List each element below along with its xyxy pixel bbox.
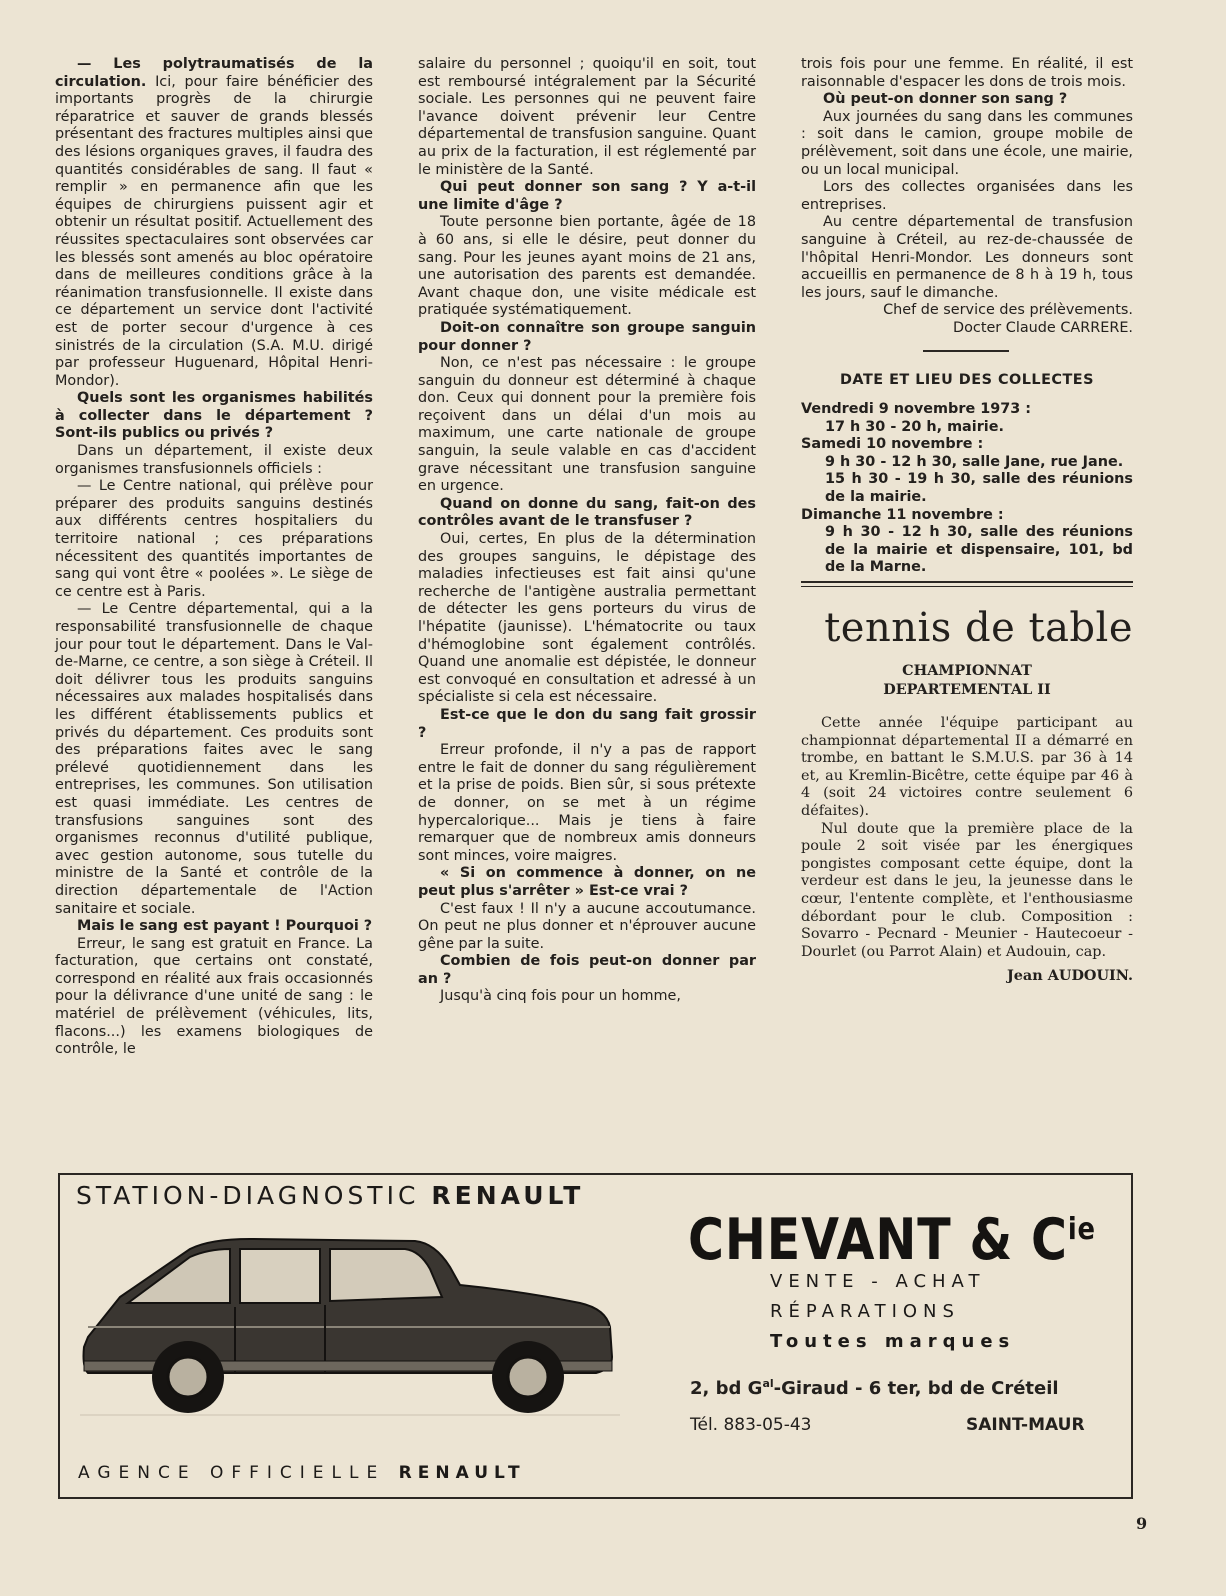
author-role: Chef de service des prélèvements.: [883, 302, 1133, 319]
page-number: 9: [1136, 1514, 1148, 1533]
collecte-time: 17 h 30 - 20 h, mairie.: [825, 418, 1004, 435]
question-heading: « Si on commence à donner, on ne peut plus s'arrêter » Est-ce vrai ?: [418, 865, 756, 899]
column-2: [418, 56, 756, 1006]
question-heading: Est-ce que le don du sang fait grossir ?: [418, 706, 756, 741]
question-heading: Doit-on connaître son groupe sanguin pour donner ?: [418, 319, 756, 354]
paragraph: Jusqu'à cinq fois pour un homme,: [440, 988, 681, 1005]
ad-address: 2, bd $G^{al}$-Giraud - 6 ter, bd de Créteil: [690, 1377, 1059, 1399]
collecte-time: 9 h 30 - 12 h 30, salle Jane, rue Jane.: [825, 453, 1124, 470]
tennis-subtitle: CHAMPIONNAT DEPARTEMENTAL II: [883, 662, 1051, 699]
paragraph: Toute personne bien portante, âgée de 18 à 60 ans, si elle le désire, peut donner du sang. Pour les jeunes ayant moins de 21 ans, une autorisation des parents est demandée. Avant chaque don, une visite médicale est pratiquée systématiquement.: [418, 214, 756, 319]
paragraph: — Le Centre départemental, qui a la responsabilité transfusionnelle de chaque jour pour tout le département. Dans le Val-de-Marne, ce centre, a son siège à Créteil. Il doit délivrer tous les produits sanguins nécessaires aux malades hospitalisés dans les différent établissements publics et privés du département. Ces produits sont des préparations faites avec le sang prélevé quotidiennement dans les entreprises, les communes. Son utilisation est quasi immédiate. Les centres de transfusions sanguines sont des organismes reconnus d'utilité publique, avec gestion autonome, sous tutelle du ministre de la Santé et contrôle de la direction départementale de l'Action sanitaire et sociale.: [55, 601, 373, 917]
car-illustration: [80, 1227, 620, 1437]
question-heading: Mais le sang est payant ! Pourquoi ?: [77, 918, 373, 935]
paragraph: trois fois pour une femme. En réalité, il est raisonnable d'espacer les dons de trois mois.: [801, 56, 1133, 90]
collecte-time: 15 h 30 - 19 h 30, salle des réunions de la mairie.: [825, 471, 1133, 506]
ad-city: SAINT-MAUR: [966, 1415, 1085, 1435]
tennis-article: [801, 715, 1133, 961]
paragraph: — Les polytraumatisés de la circulation. Ici, pour faire bénéficier des importants progrès de la chirurgie réparatrice et sauver de grands blessés présentant des fractures multiples ainsi que des lésions organiques graves, il faudra des quantités considérables de sang. Il faut « remplir » en permanence afin que les équipes de chirurgiens puissent agir et obtenir un résultat positif. Actuellement des réussites spectaculaires sont observées car les blessés sont amenés au bloc opératoire dans de meilleures conditions grâce à la réanimation transfusionnelle. Il existe dans ce département un service dont l'activité est de porter secour d'urgence à ces sinistrés de la circulation (S.A. M.U. dirigé par professeur Huguenard, Hôpital Henri-Mondor).: [55, 56, 373, 389]
tennis-signature: Jean AUDOUIN.: [1006, 967, 1133, 985]
paragraph: C'est faux ! Il n'y a aucune accoutumance. On peut ne plus donner et n'éprouver aucune gêne par la suite.: [418, 900, 756, 952]
column-3: [801, 56, 1133, 985]
ad-footer: AGENCE OFFICIELLE RENAULT: [78, 1463, 526, 1483]
paragraph: Cette année l'équipe participant au championnat départemental II a démarré en trombe, en battant le S.M.U.S. par 36 à 14 et, au Kremlin-Bicêtre, cette équipe par 46 à 4 (soit 24 victoires contre seulement 6 défaites).: [801, 715, 1133, 819]
paragraph: Lors des collectes organisées dans les entreprises.: [801, 179, 1133, 213]
paragraph: Dans un département, il existe deux organismes transfusionnels officiels :: [55, 443, 373, 477]
question-heading: Quand on donne du sang, fait-on des contrôles avant de le transfuser ?: [418, 495, 756, 530]
ad-phone: Tél. 883-05-43: [690, 1415, 812, 1435]
collectes-title: DATE ET LIEU DES COLLECTES: [839, 371, 1094, 388]
renault-advertisement: [58, 1173, 1133, 1499]
collecte-day: Vendredi 9 novembre 1973 :: [801, 401, 1032, 418]
author-name: Docter Claude CARRERE.: [953, 319, 1133, 336]
question-heading: Qui peut donner son sang ? Y a-t-il une limite d'âge ?: [418, 179, 756, 213]
paragraph: Erreur profonde, il n'y a pas de rapport entre le fait de donner du sang régulièrement et la prise de poids. Bien sûr, si sous prétexte de donner, on se met à un régime hypercalorique... Mais je tiens à faire remarquer que de nombreux amis donneurs sont minces, voire maigres.: [418, 742, 756, 864]
collecte-time: 9 h 30 - 12 h 30, salle des réunions de la mairie et dispensaire, 101, bd de la Marne.: [825, 524, 1133, 576]
collecte-day: Samedi 10 novembre :: [801, 436, 984, 453]
paragraph: Aux journées du sang dans les communes : soit dans le camion, groupe mobile de prélèvement, soit dans une école, une mairie, ou un local municipal.: [801, 108, 1133, 178]
ad-headline: STATION-DIAGNOSTIC RENAULT: [76, 1181, 585, 1210]
ad-service: RÉPARATIONS: [770, 1301, 960, 1322]
divider: [801, 581, 1133, 583]
paragraph: Au centre départemental de transfusion sanguine à Créteil, au rez-de-chaussée de l'hôpital Henri-Mondor. Les donneurs sont accueillis en permanence de 8 h à 19 h, tous les jours, sauf le dimanche.: [801, 214, 1133, 301]
paragraph: salaire du personnel ; quoiqu'il en soit, tout est remboursé intégralement par la Sécurité sociale. Les personnes qui ne peuvent faire l'avance doivent prévenir leur Centre départemental de transfusion sanguine. Quant au prix de la facturation, il est réglementé par le ministère de la Santé.: [418, 56, 756, 178]
section-heading: — Les polytraumatisés de la circulation.: [55, 56, 373, 90]
ad-brand: CHEVANT & $C^{ie}$: [688, 1207, 1096, 1273]
collectes-list: [801, 401, 1133, 577]
paragraph: Non, ce n'est pas nécessaire : le groupe sanguin du donneur est déterminé à chaque don. Ceux qui donnent pour la première fois reçoivent dans un délai d'un mois au maximum, une carte nationale de groupe sanguin, la seule valable en cas d'accident grave nécessitant une transfusion sanguine en urgence.: [418, 355, 756, 495]
collecte-day: Dimanche 11 novembre :: [801, 506, 1004, 523]
question-heading: Combien de fois peut-on donner par an ?: [418, 953, 756, 987]
question-heading: Quels sont les organismes habilités à collecter dans le département ? Sont-ils publics ou privés ?: [55, 390, 373, 442]
tennis-title: tennis de table: [824, 605, 1133, 652]
paragraph: — Le Centre national, qui prélève pour préparer des produits sanguins destinés aux différents centres hospitaliers du territoire national ; ces préparations nécessitent des quantités importantes de sang qui vont être « poolées ». Le siège de ce centre est à Paris.: [55, 478, 373, 600]
question-heading: Où peut-on donner son sang ?: [823, 91, 1068, 108]
ad-service: Toutes marques: [770, 1331, 1016, 1352]
ad-service: VENTE - ACHAT: [770, 1271, 986, 1292]
paragraph: Erreur, le sang est gratuit en France. La facturation, que certains ont constaté, correspond en réalité aux frais occasionnés pour la délivrance d'une unité de sang : le matériel de prélèvement (véhicules, lits, flacons...) les examens biologiques de contrôle, le: [55, 935, 373, 1058]
divider: [923, 350, 1009, 352]
column-1: [55, 56, 373, 1059]
divider: [801, 586, 1133, 587]
paragraph: Nul doute que la première place de la poule 2 soit visée par les énergiques pongistes composant cette équipe, dont la verdeur est dans le jeu, la jeunesse dans le cœur, l'entente complète, et l'enthousiasme débordant pour le club. Composition : Sovarro - Pecnard - Meunier - Hautecoeur - Dourlet (ou Parrot Alain) et Audouin, cap.: [801, 820, 1133, 960]
paragraph: Oui, certes, En plus de la détermination des groupes sanguins, le dépistage des maladies infectieuses est fait ainsi qu'une recherche de l'antigène australia permettant de détecter les gens porteurs du virus de l'hépatite (jaunisse). L'hématocrite ou taux d'hémoglobine sont également contrôlés. Quand une anomalie est dépistée, le donneur est convoqué en consultation et adressé à un spécialiste si cela est nécessaire.: [418, 531, 756, 706]
